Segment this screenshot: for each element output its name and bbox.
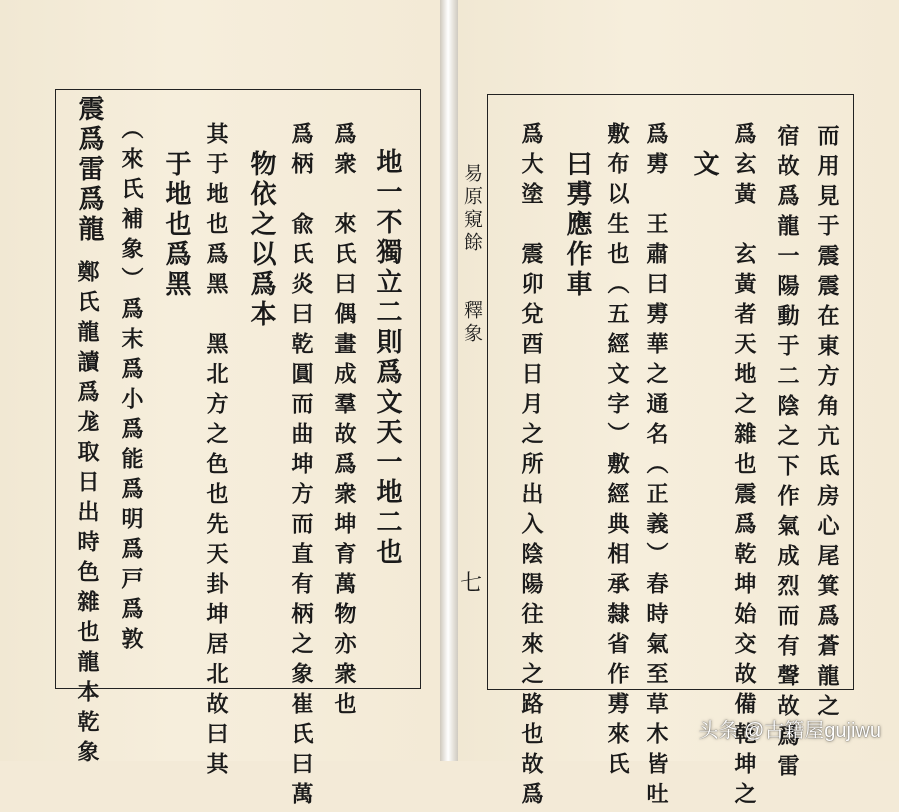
left-column-6: 于地也爲黑 <box>161 150 191 300</box>
left-column-9: 鄭氏龍讀爲尨取日出時色雜也龍本乾象 <box>74 260 100 770</box>
page-number: 七 <box>460 571 483 596</box>
right-column-1: 而用見于震震在東方角亢氐房心尾箕爲蒼龍之 <box>814 124 840 724</box>
book-gutter <box>440 0 458 761</box>
left-text-frame <box>55 89 421 689</box>
left-column-3: 爲柄 兪氏炎曰乾圓而曲坤方而直有柄之象崔氏曰萬 <box>288 122 314 812</box>
right-column-6: 敷布以生也（五經文字）敷經典相承隸省作旉來氏 <box>604 122 630 782</box>
right-column-7: 曰旉應作車 <box>562 150 592 300</box>
left-column-5: 其于地也爲黑 黑北方之色也先天卦坤居北故曰其 <box>203 122 229 782</box>
right-column-8: 爲大塗 震卯兌酉日月之所出入陰陽往來之路也故爲 <box>518 122 544 812</box>
right-column-5: 爲旉 王肅曰旉華之通名（正義）春時氣至草木皆吐 <box>643 122 669 812</box>
right-column-2: 宿故爲龍一陽動于二陰之下作氣成烈而有聲故爲雷 <box>774 124 800 784</box>
right-column-4: 文 <box>689 150 719 180</box>
left-column-7: （來氏補象）爲末爲小爲能爲明爲戸爲敦 <box>118 117 144 657</box>
watermark: 头条 @古籍屋gujiwu <box>698 720 881 742</box>
right-column-3: 爲玄黃 玄黃者天地之雜也震爲乾坤始交故備乾坤之 <box>731 122 757 812</box>
left-column-2: 爲衆 來氏曰偶畫成羣故爲衆坤育萬物亦衆也 <box>331 122 357 722</box>
margin-book-title: 易原窺餘 <box>461 163 483 255</box>
left-column-1: 地一不獨立二則爲文天一地二也 <box>372 148 402 568</box>
left-column-8: 震爲雷爲龍 <box>74 95 104 245</box>
margin-section-title: 釋象 <box>461 300 483 346</box>
left-column-4: 物依之以爲本 <box>246 150 276 330</box>
